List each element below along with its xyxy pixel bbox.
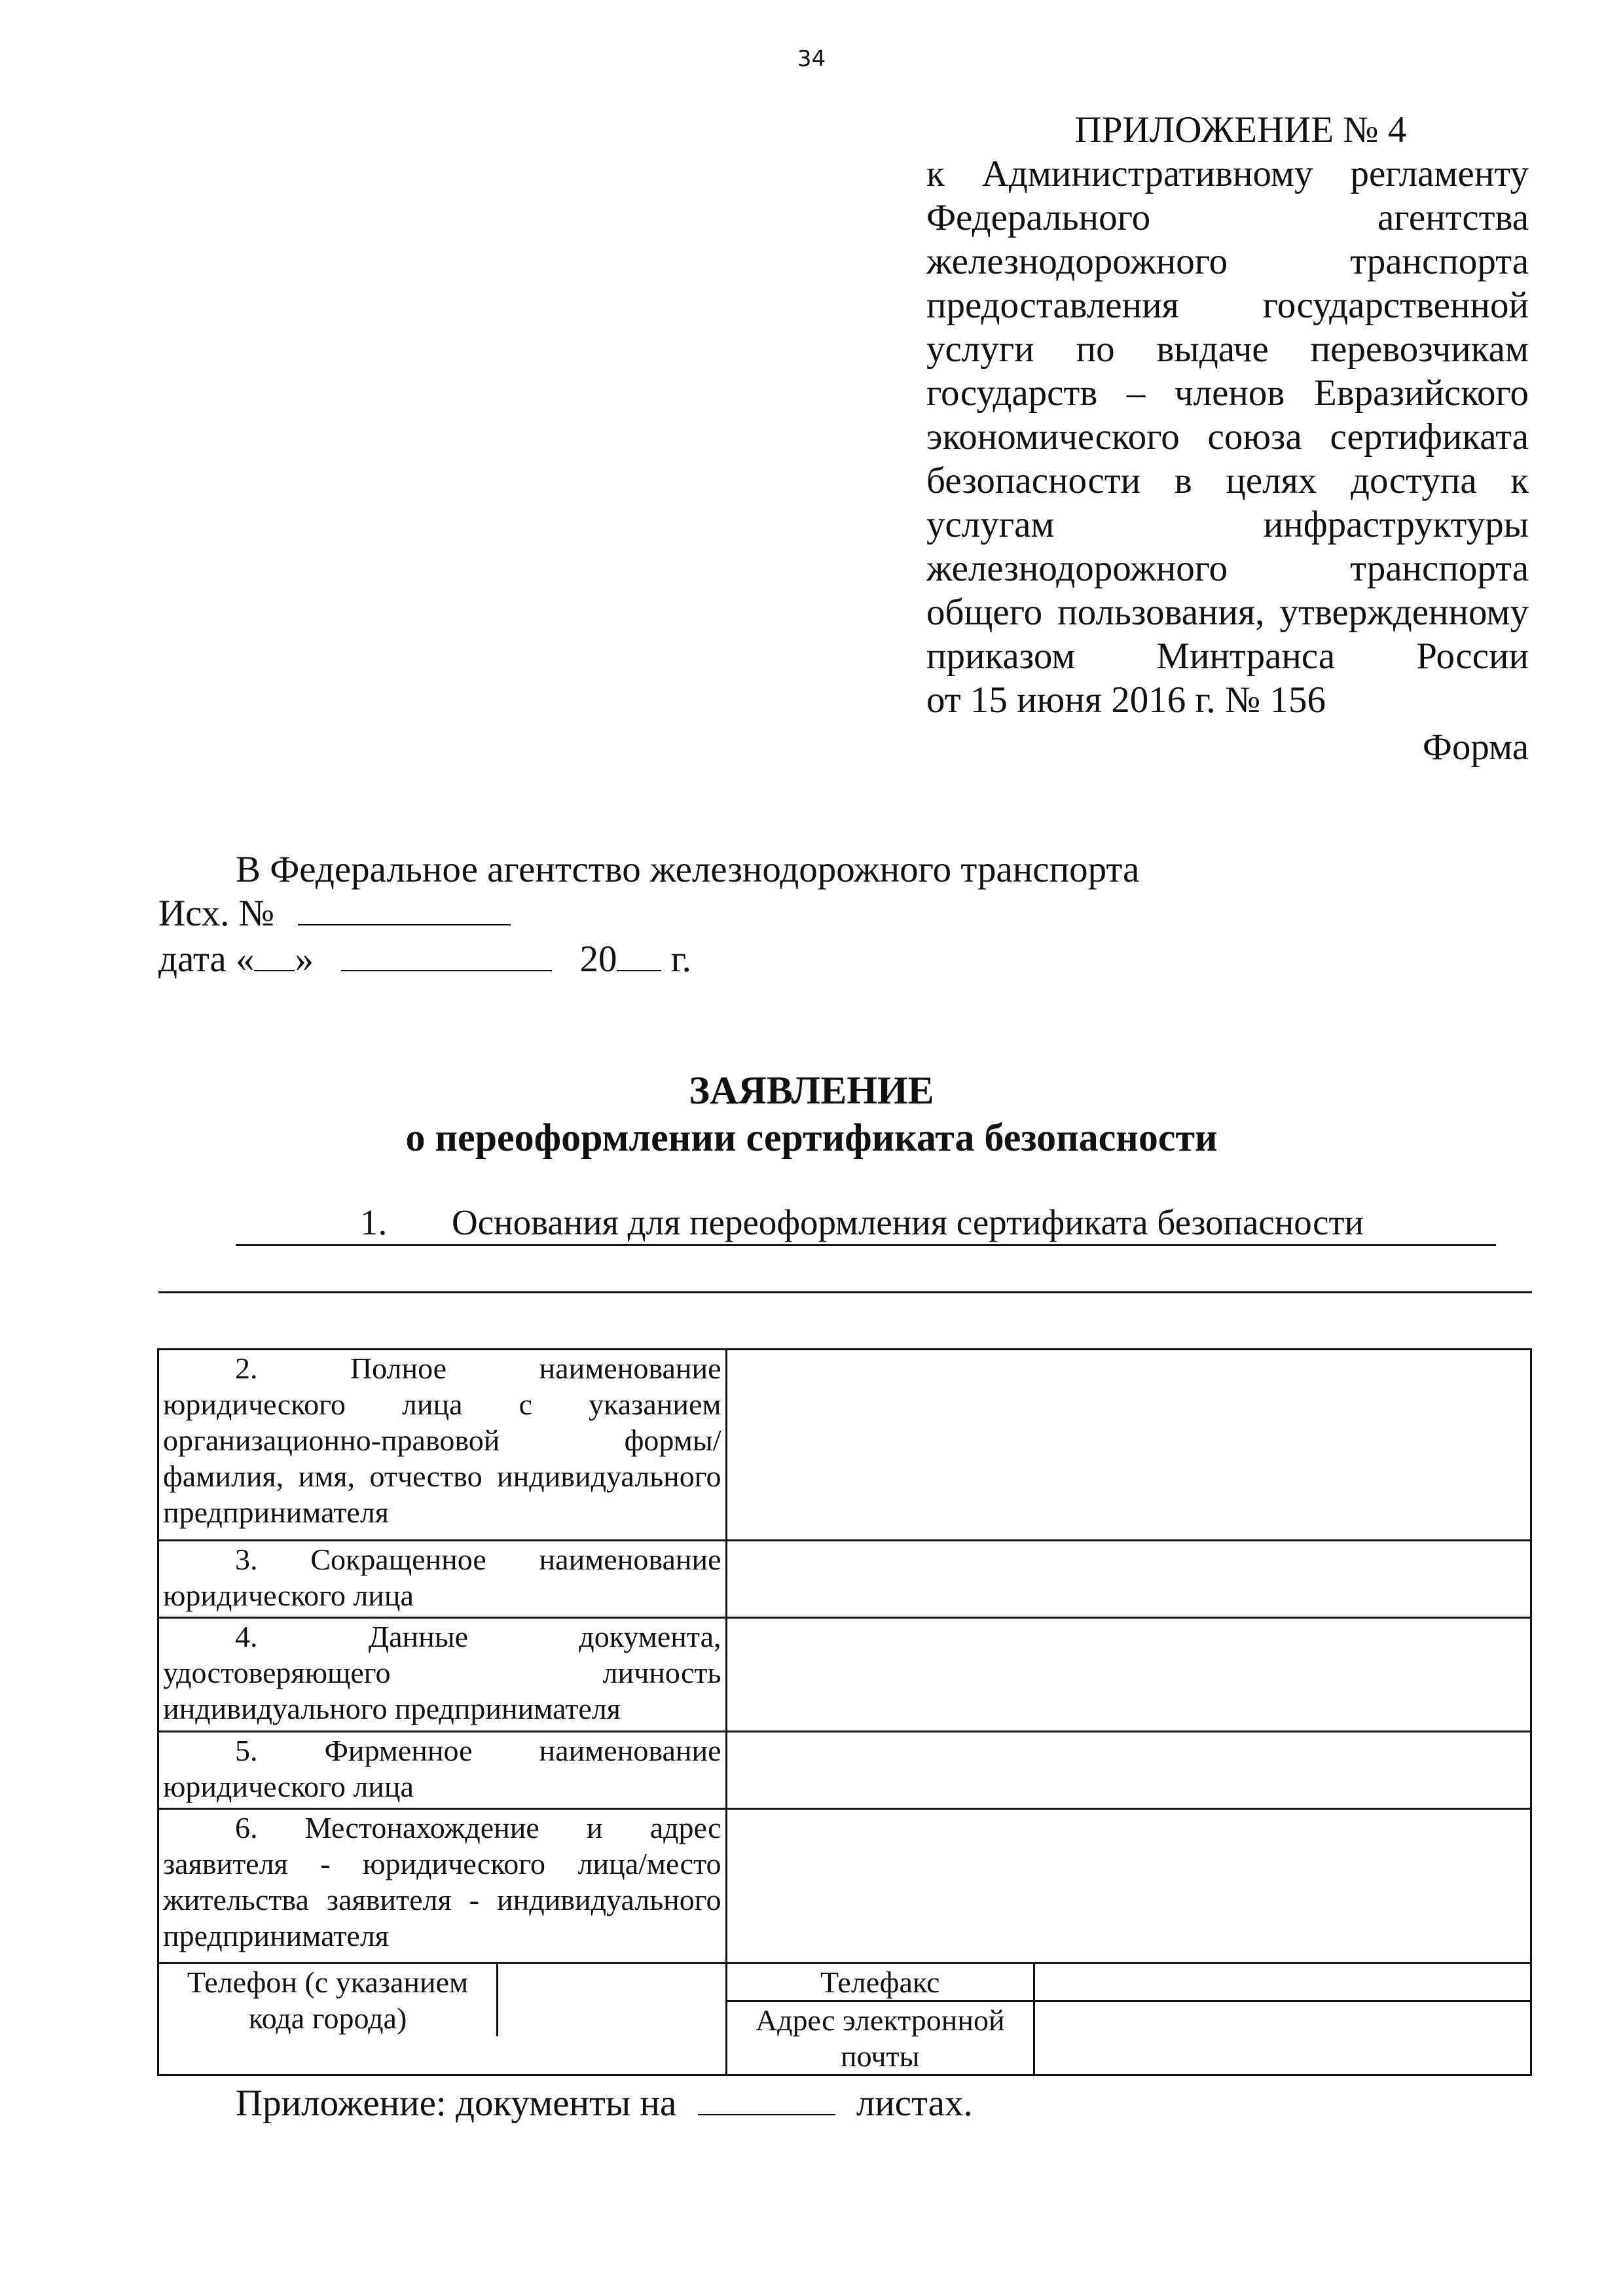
attachments-count-field[interactable] [698,2081,835,2115]
appendix-line: услуги по выдаче перевозчикам [926,329,1529,370]
section-1-number: 1. [360,1202,388,1242]
table-row [158,1809,1531,1964]
section-1-basis[interactable] [236,1201,1496,1246]
date-day-field[interactable] [254,937,295,971]
outgoing-number-line [158,891,511,935]
basis-fill-line[interactable] [158,1291,1532,1293]
row-3-label: 3. Сокращенное наименование юридического лица [158,1541,727,1618]
appendix-line: предоставления государственной [926,285,1529,326]
row-6-value[interactable] [726,1809,1531,1964]
appendix-line: железнодорожного транспорта [926,548,1529,589]
form-label: Форма [1422,726,1529,768]
appendix-line: услугам инфраструктуры [926,504,1529,545]
date-month-field[interactable] [341,937,552,971]
date-close-quote: » [295,939,314,980]
table-row [158,1618,1531,1732]
date-year-field[interactable] [617,937,661,971]
phone-label: Телефон (с указанием кода города) [159,1964,498,2036]
table-row [158,1541,1531,1618]
outgoing-number-label: Исх. № [158,893,275,934]
attachments-line [236,2081,973,2125]
table-row [158,1964,1531,2001]
phone-value[interactable] [498,1964,725,2036]
email-label: Адрес электронной почты [726,2001,1034,2075]
outgoing-number-field[interactable] [298,891,511,925]
page-number: 34 [797,46,826,72]
date-line [158,937,691,981]
row-2-label: 2. Полное наименование юридического лица с указанием организационно-правовой формы/ фамилия, имя, отчество индивидуального предпринимателя [158,1350,727,1541]
row-3-value[interactable] [726,1541,1531,1618]
row-4-value[interactable] [726,1618,1531,1732]
phone-cell [158,1964,727,2075]
appendix-line: государств – членов Евразийского [926,372,1529,414]
applicant-table [157,1348,1532,2076]
fax-label: Телефакс [726,1964,1034,2001]
year-prefix: 20 [579,939,617,980]
document-title [0,1067,1623,1161]
appendix-line: к Административному регламенту [926,153,1529,194]
year-suffix: г. [670,939,691,980]
date-label: дата « [158,939,255,980]
attachments-prefix: Приложение: документы на [236,2083,677,2124]
appendix-line: общего пользования, утвержденному [926,592,1529,633]
email-value[interactable] [1034,2001,1531,2075]
addressee: В Федеральное агентство железнодорожного транспорта [236,849,1140,890]
table-row [158,1732,1531,1809]
appendix-block [926,108,1529,722]
appendix-title: ПРИЛОЖЕНИЕ № 4 [1074,109,1407,151]
appendix-last-line: от 15 июня 2016 г. № 156 [926,679,1326,721]
appendix-line: приказом Минтранса России [926,636,1529,677]
row-5-value[interactable] [726,1732,1531,1809]
row-5-label: 5. Фирменное наименование юридического лица [158,1732,727,1809]
fax-value[interactable] [1034,1964,1531,2001]
appendix-line: железнодорожного транспорта [926,241,1529,282]
title-sub: о переоформлении сертификата безопасности [405,1116,1218,1159]
appendix-lines [926,152,1529,678]
appendix-line: безопасности в целях доступа к [926,460,1529,501]
title-main: ЗАЯВЛЕНИЕ [689,1069,934,1112]
table-row [158,1350,1531,1541]
row-4-label: 4. Данные документа, удостоверяющего личность индивидуального предпринимателя [158,1618,727,1732]
appendix-line: экономического союза сертификата [926,416,1529,457]
section-1-text: Основания для переоформления сертификата безопасности [452,1202,1364,1242]
appendix-line: Федерального агентства [926,197,1529,238]
row-2-value[interactable] [726,1350,1531,1541]
attachments-suffix: листах. [856,2083,973,2124]
row-6-label: 6. Местонахождение и адрес заявителя - юридического лица/место жительства заявителя - индивидуального предпринимателя [158,1809,727,1964]
